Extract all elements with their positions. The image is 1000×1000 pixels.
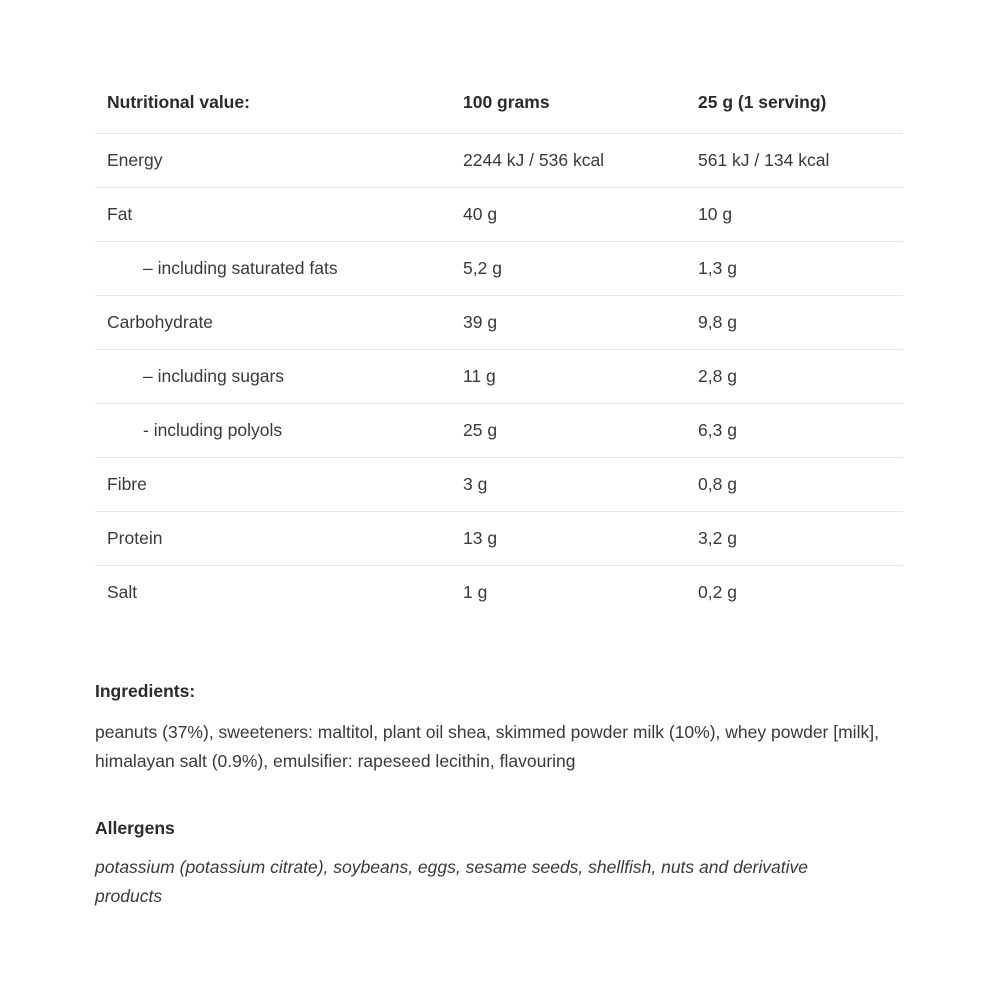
table-row xyxy=(95,296,903,350)
row-value-serving: 10 g xyxy=(688,188,903,242)
nutrition-table-body xyxy=(95,134,903,620)
column-header-serving: 25 g (1 serving) xyxy=(688,92,903,134)
row-value-serving: 0,2 g xyxy=(698,582,737,602)
table-row xyxy=(95,566,903,620)
row-label: – including saturated fats xyxy=(95,242,453,296)
row-value-100g: 13 g xyxy=(453,512,688,566)
table-row xyxy=(95,350,903,404)
row-label: - including polyols xyxy=(95,404,453,458)
row-value-serving: 6,3 g xyxy=(688,404,903,458)
row-value-serving: 2,8 g xyxy=(688,350,903,404)
row-value-serving: 1,3 g xyxy=(688,242,903,296)
allergens-section xyxy=(95,818,903,911)
column-header-nutritional-value: Nutritional value: xyxy=(95,92,453,134)
row-value-100g: 5,2 g xyxy=(453,242,688,296)
row-value-100g: 40 g xyxy=(453,188,688,242)
row-label: – including sugars xyxy=(95,350,453,404)
row-value-100g: 39 g xyxy=(453,296,688,350)
column-header-100-grams: 100 grams xyxy=(453,92,688,134)
row-label: Salt xyxy=(107,582,138,602)
row-label: Fibre xyxy=(95,458,453,512)
nutrition-table-header xyxy=(95,92,903,134)
allergens-heading: Allergens xyxy=(95,817,175,838)
ingredients-section xyxy=(95,681,903,776)
row-value-serving: 0,8 g xyxy=(688,458,903,512)
nutrition-table xyxy=(95,92,903,619)
table-row xyxy=(95,458,903,512)
row-value-100g: 11 g xyxy=(453,350,688,404)
row-label: Protein xyxy=(95,512,453,566)
ingredients-heading: Ingredients: xyxy=(95,681,196,701)
ingredients-text: peanuts (37%), sweeteners: maltitol, plant oil shea, skimmed powder milk (10%), whey powder [milk], himalayan salt (0.9%), emulsifier: rapeseed lecithin, flavouring xyxy=(95,722,879,771)
row-label: Carbohydrate xyxy=(95,296,453,350)
row-value-100g: 1 g xyxy=(463,582,488,602)
table-row xyxy=(95,242,903,296)
allergens-text: potassium (potassium citrate), soybeans, eggs, sesame seeds, shellfish, nuts and derivative products xyxy=(95,856,808,906)
row-value-100g: 2244 kJ / 536 kcal xyxy=(453,134,688,188)
row-value-serving: 561 kJ / 134 kcal xyxy=(688,134,903,188)
row-value-100g: 3 g xyxy=(453,458,688,512)
table-row xyxy=(95,512,903,566)
table-row xyxy=(95,134,903,188)
table-header-row xyxy=(95,92,903,134)
row-label: Fat xyxy=(95,188,453,242)
row-label: Energy xyxy=(95,134,453,188)
row-value-100g: 25 g xyxy=(453,404,688,458)
table-row xyxy=(95,404,903,458)
row-value-serving: 9,8 g xyxy=(688,296,903,350)
table-row xyxy=(95,188,903,242)
row-value-serving: 3,2 g xyxy=(688,512,903,566)
